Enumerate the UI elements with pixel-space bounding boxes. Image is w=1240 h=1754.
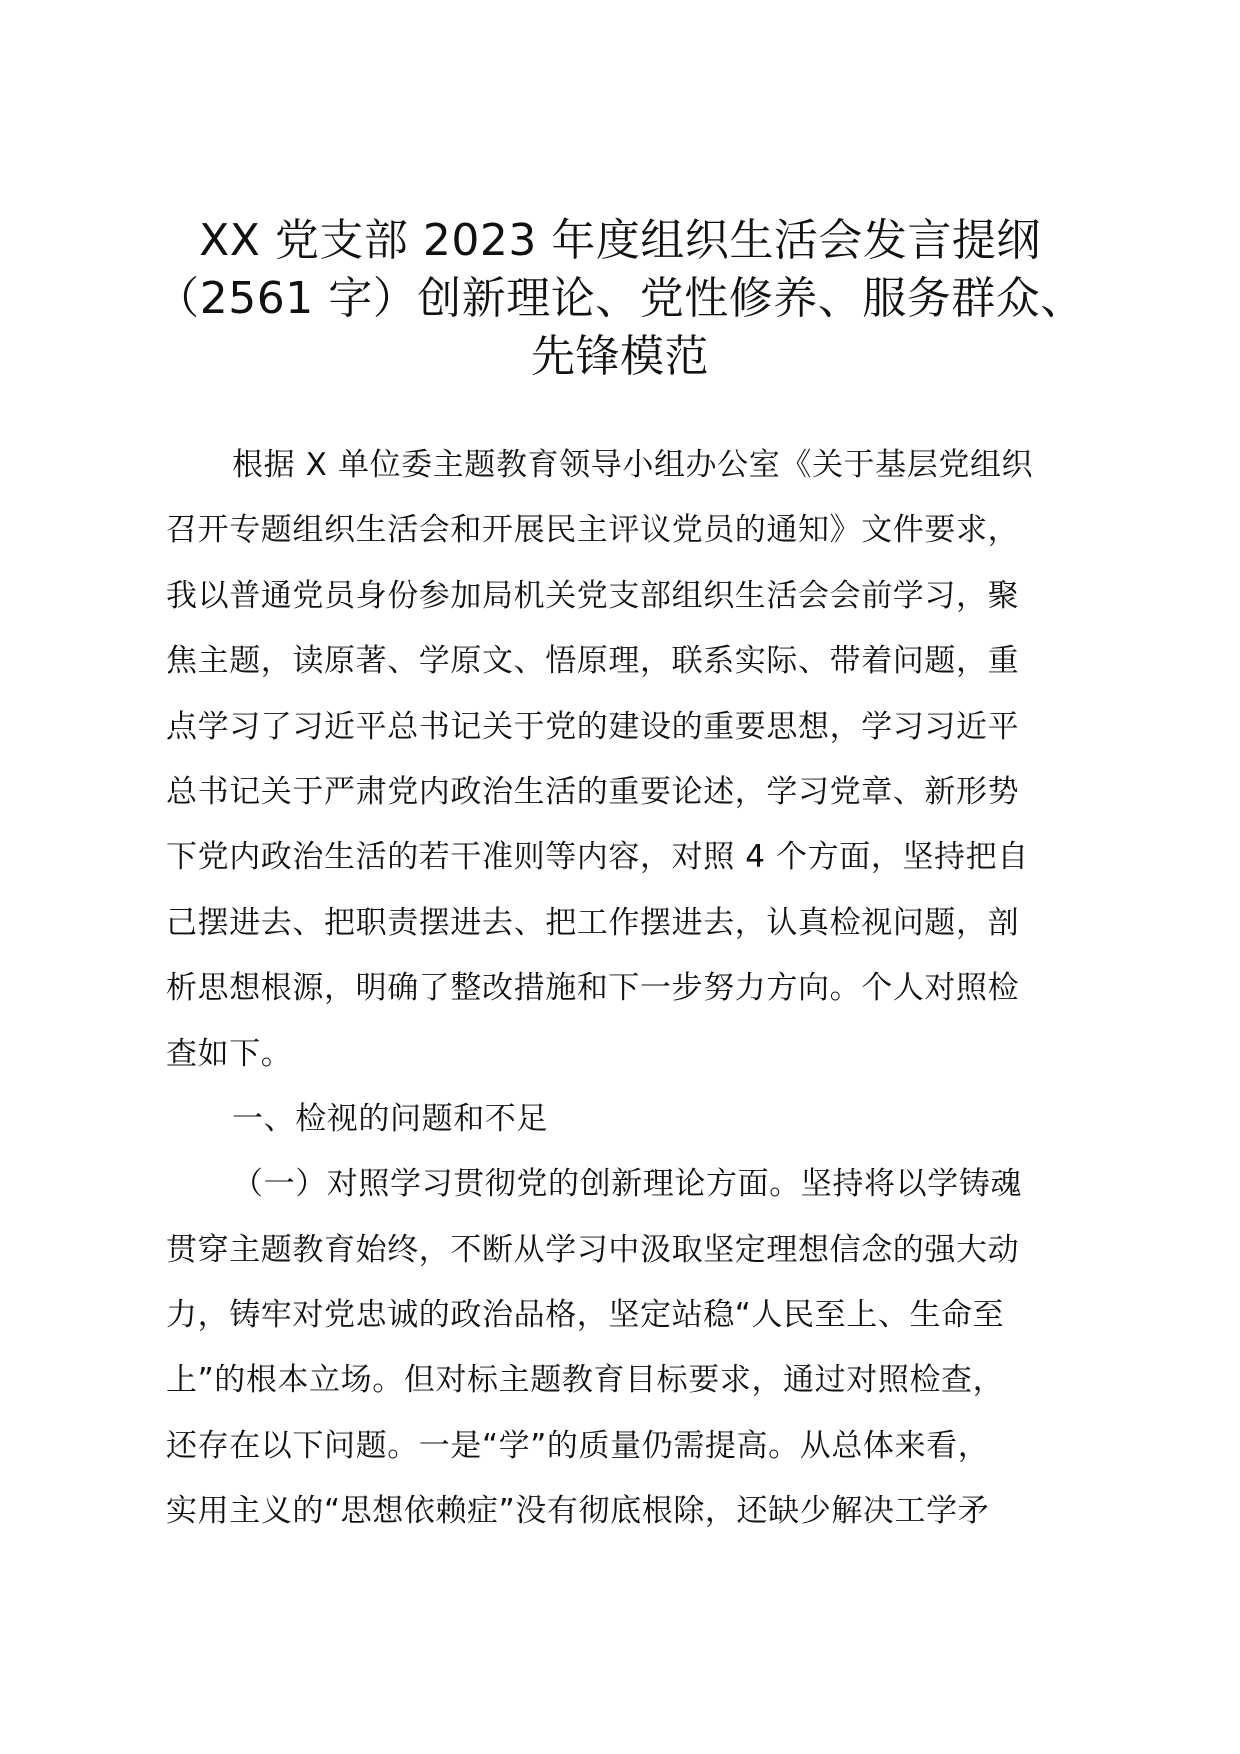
title-line-3: 先锋模范 [531,331,709,382]
body-line: （一）对照学习贯彻党的创新理论方面。坚持将以学铸魂 [232,1166,1022,1203]
body-line: 析思想根源，明确了整改措施和下一步努力方向。个人对照检 [166,970,1020,1007]
title-line-1: XX 党支部 2023 年度组织生活会发言提纲 [199,215,1041,266]
document-title [150,212,1090,386]
body-line: 查如下。 [166,1035,293,1072]
document-body [166,433,1084,1545]
body-line: 力，铸牢对党忠诚的政治品格，坚定站稳“人民至上、生命至 [166,1297,1005,1334]
body-line: 总书记关于严肃党内政治生活的重要论述，学习党章、新形势 [166,773,1020,810]
body-line: 召开专题组织生活会和开展民主评议党员的通知》文件要求， [166,512,1020,549]
body-line: 实用主义的“思想依赖症”没有彻底根除，还缺少解决工学矛 [166,1493,990,1530]
body-line: 下党内政治生活的若干准则等内容，对照 4 个方面，坚持把自 [166,839,1029,876]
section-heading: 一、检视的问题和不足 [232,1100,548,1137]
body-line: 我以普通党员身份参加局机关党支部组织生活会会前学习，聚 [166,577,1020,614]
body-line: 己摆进去、把职责摆进去、把工作摆进去，认真检视问题，剖 [166,904,1020,941]
title-line-2: （2561 字）创新理论、党性修养、服务群众、 [155,273,1085,324]
body-line: 贯穿主题教育始终，不断从学习中汲取坚定理想信念的强大动 [166,1231,1020,1268]
body-line: 上”的根本立场。但对标主题教育目标要求，通过对照检查， [166,1362,1005,1399]
body-line: 焦主题，读原著、学原文、悟原理，联系实际、带着问题，重 [166,643,1020,680]
body-line: 根据 X 单位委主题教育领导小组办公室《关于基层党组织 [232,447,1034,483]
body-line: 点学习了习近平总书记关于党的建设的重要思想，学习习近平 [166,708,1020,745]
body-line: 还存在以下问题。一是“学”的质量仍需提高。从总体来看， [166,1427,990,1464]
